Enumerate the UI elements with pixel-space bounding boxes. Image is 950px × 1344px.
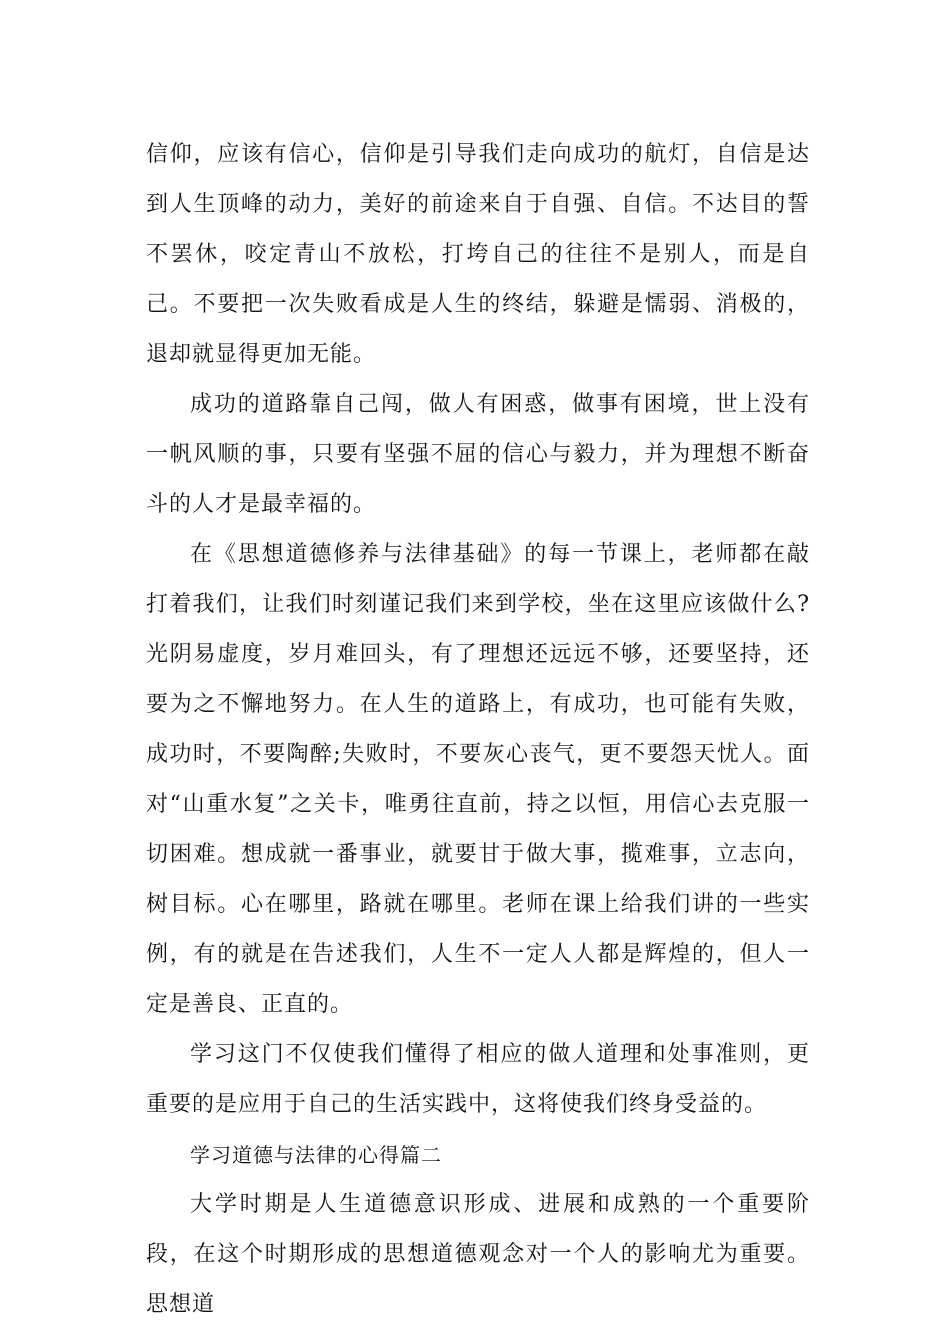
paragraph-road-to-success: 成功的道路靠自己闯，做人有困惑，做事有困境，世上没有一帆风顺的事，只要有坚强不屈的信心与毅力，并为理想不断奋斗的人才是最幸福的。 <box>146 392 810 517</box>
section-heading: 学习道德与法律的心得篇二 <box>190 1143 442 1167</box>
paragraph-faith-confidence: 信仰，应该有信心，信仰是引导我们走向成功的航灯，自信是达到人生顶峰的动力，美好的前途来自于自强、自信。不达目的誓不罢休，咬定青山不放松，打垮自己的往往不是别人，而是自己。不要把一次失败看成是人生的终结，躲避是懦弱、消极的，退却就显得更加无能。 <box>146 142 810 367</box>
paragraph-study-benefit: 学习这门不仅使我们懂得了相应的做人道理和处事准则，更重要的是应用于自己的生活实践中，这将使我们终身受益的。 <box>146 1042 810 1117</box>
document-body <box>146 130 810 1330</box>
paragraph-course-lessons: 在《思想道德修养与法律基础》的每一节课上，老师都在敲打着我们，让我们时刻谨记我们来到学校，坐在这里应该做什么?光阴易虚度，岁月难回头，有了理想还远远不够，还要坚持，还要为之不懈地努力。在人生的道路上，有成功，也可能有失败，成功时，不要陶醉;失败时，不要灰心丧气，更不要怨天忧人。面对“山重水复”之关卡，唯勇往直前，持之以恒，用信心去克服一切困难。想成就一番事业，就要甘于做大事，揽难事，立志向，树目标。心在哪里，路就在哪里。老师在课上给我们讲的一些实例，有的就是在告述我们，人生不一定人人都是辉煌的，但人一定是善良、正直的。 <box>146 542 810 1017</box>
paragraph-university-period: 大学时期是人生道德意识形成、进展和成熟的一个重要阶段，在这个时期形成的思想道德观念对一个人的影响尤为重要。思想道 <box>146 1192 810 1317</box>
